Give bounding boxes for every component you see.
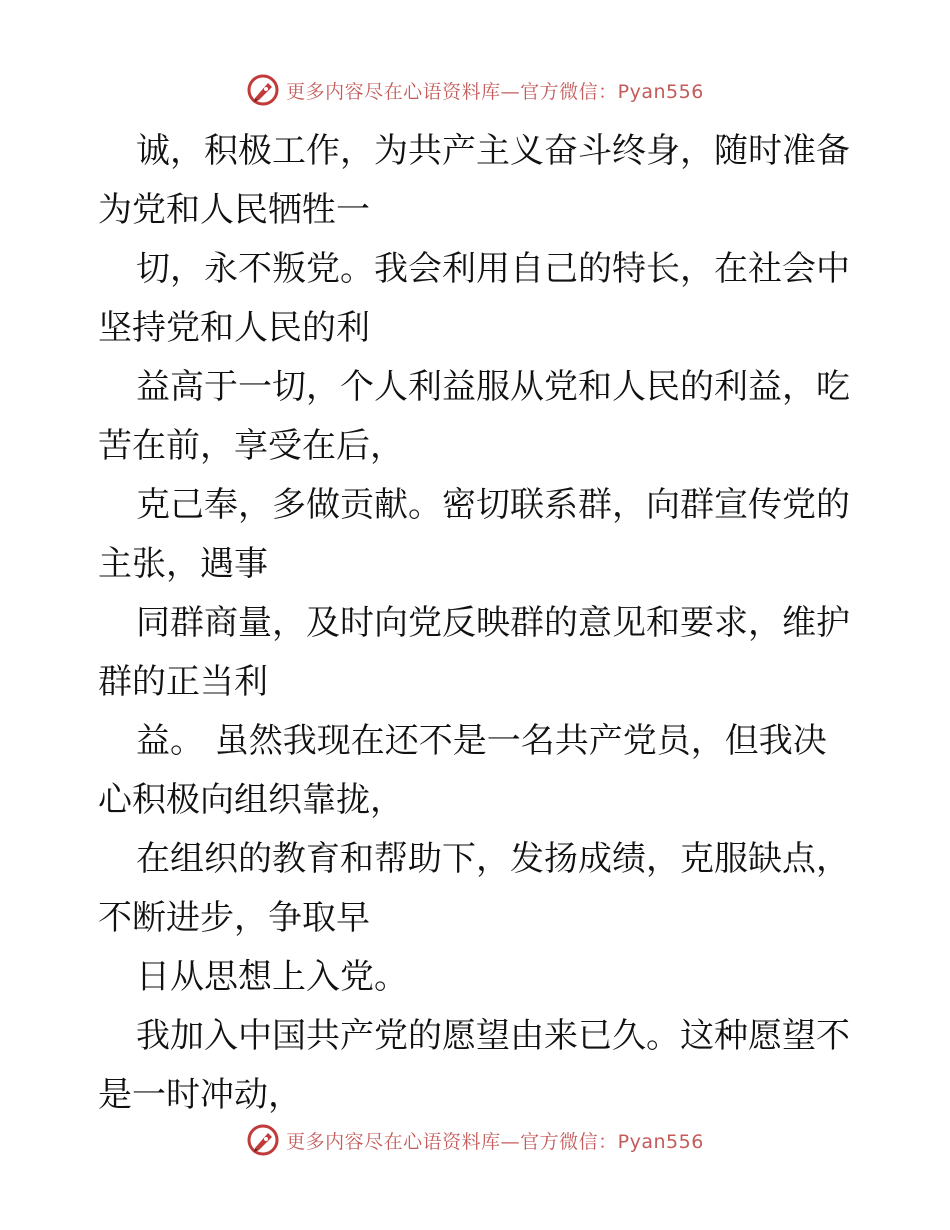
body-line: 我加入中国共产党的愿望由来已久。这种愿望不 xyxy=(136,1016,850,1056)
body-line: 切，永不叛党。我会利用自己的特长，在社会中 xyxy=(136,249,850,289)
body-line: 心积极向组织靠拢， xyxy=(98,780,404,820)
footer-banner-text xyxy=(286,1127,704,1154)
body-line: 坚持党和人民的利 xyxy=(98,308,370,348)
body-line: 益高于一切，个人利益服从党和人民的利益，吃 xyxy=(136,367,850,407)
body-line: 在组织的教育和帮助下，发扬成绩，克服缺点， xyxy=(136,839,850,879)
header-banner xyxy=(0,70,950,110)
footer-banner-account: Pyan556 xyxy=(617,1130,704,1153)
header-banner-label: 更多内容尽在心语资料库—官方微信： xyxy=(286,80,618,103)
body-line: 克己奉，多做贡献。密切联系群，向群宣传党的 xyxy=(136,485,850,525)
body-line: 主张，遇事 xyxy=(98,544,268,584)
body-line: 日从思想上入党。 xyxy=(136,957,408,997)
footer-banner-label: 更多内容尽在心语资料库—官方微信： xyxy=(286,1130,618,1153)
header-banner-text xyxy=(286,77,704,104)
document-body xyxy=(98,122,858,1125)
body-line: 群的正当利 xyxy=(98,662,268,702)
body-line: 同群商量，及时向党反映群的意见和要求，维护 xyxy=(136,603,850,643)
pen-nib-circle-icon xyxy=(246,73,280,107)
body-line: 是一时冲动， xyxy=(98,1075,302,1115)
body-line: 为党和人民牺牲一 xyxy=(98,190,370,230)
pen-nib-circle-icon xyxy=(246,1123,280,1157)
header-banner-account: Pyan556 xyxy=(617,80,704,103)
body-line: 益。 虽然我现在还不是一名共产党员，但我决 xyxy=(136,721,827,761)
body-line: 苦在前，享受在后， xyxy=(98,426,404,466)
footer-banner xyxy=(0,1120,950,1160)
body-line: 诚，积极工作，为共产主义奋斗终身，随时准备 xyxy=(136,131,850,171)
body-line: 不断进步，争取早 xyxy=(98,898,370,938)
